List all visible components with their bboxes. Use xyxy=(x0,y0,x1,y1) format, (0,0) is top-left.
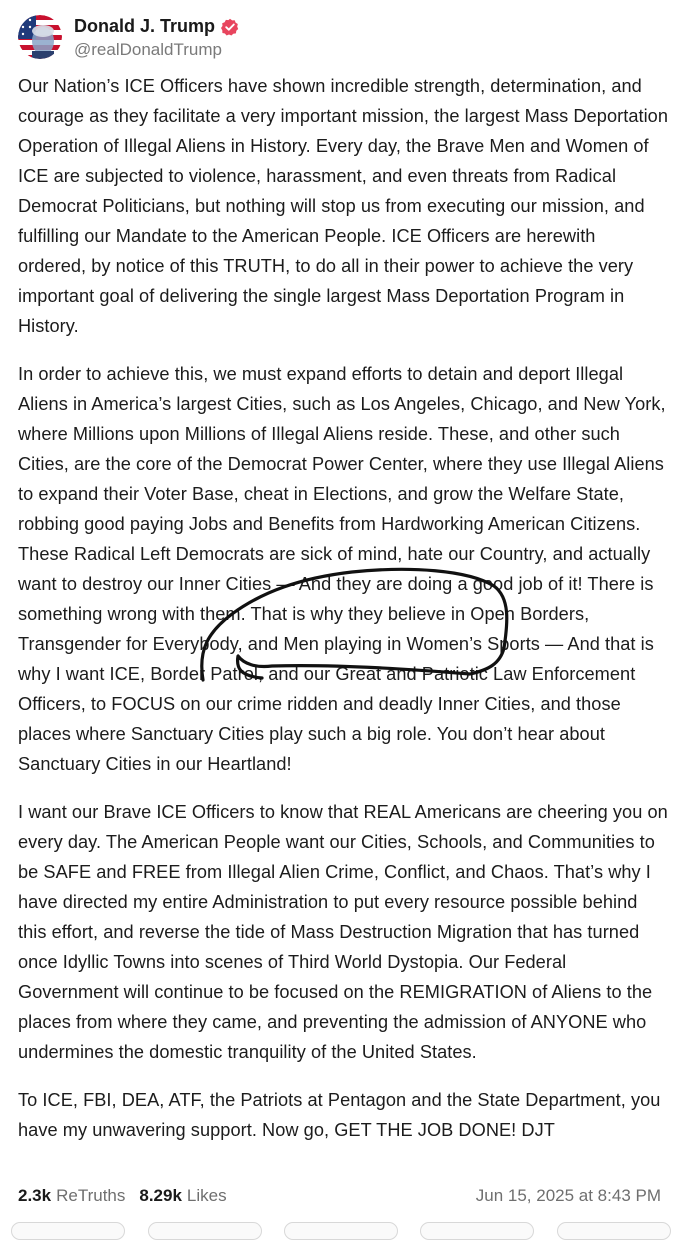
display-name[interactable]: Donald J. Trump xyxy=(74,16,216,36)
more-button[interactable] xyxy=(557,1222,671,1240)
reply-button[interactable] xyxy=(11,1222,125,1240)
likes-count: 8.29k xyxy=(139,1186,182,1205)
post-paragraph: In order to achieve this, we must expand efforts to detain and deport Illegal Aliens in America’s largest Cities, such as Los Angeles, Chicago, and New York, where Millions upon Millions of Illegal Aliens reside. These, and other such Cities, are the core of the Democrat Power Center, where they use Illegal Aliens to expand their Voter Base, cheat in Elections, and grow the Welfare State, robbing good paying Jobs and Benefits from Hardworking American Citizens. These Radical Left Democrats are sick of mind, hate our Country, and actually want to destroy our Inner Cities — And they are doing a good job of it! There is something wrong with them. That is why they believe in Open Borders, Transgender for Everybody, and Men playing in Women’s Sports — And that is why I want ICE, Border Patrol, and our Great and Patriotic Law Enforcement Officers, to FOCUS on our crime ridden and deadly Inner Cities, and those places where Sanctuary Cities play such a big role. You don’t hear about Sanctuary Cities in our Heartland! xyxy=(18,364,666,774)
action-bar xyxy=(0,1220,682,1228)
author-names xyxy=(74,15,239,60)
post-paragraph: Our Nation’s ICE Officers have shown incredible strength, determination, and courage as they facilitate a very important mission, the largest Mass Deportation Operation of Illegal Aliens in History. Every day, the Brave Men and Women of ICE are subjected to violence, harassment, and even threats from Radical Democrat Politicians, but nothing will stop us from executing our mission, and fulfilling our Mandate to the American People. ICE Officers are herewith ordered, by notice of this TRUTH, to do all in their power to achieve the very important goal of delivering the single largest Mass Deportation Program in History. xyxy=(18,76,669,336)
avatar[interactable] xyxy=(18,15,62,59)
author-handle[interactable]: @realDonaldTrump xyxy=(74,39,222,59)
like-button[interactable] xyxy=(284,1222,398,1240)
retruths-count: 2.3k xyxy=(18,1186,52,1205)
post-footer xyxy=(18,1183,661,1209)
verified-badge-icon xyxy=(221,18,239,36)
retruths-label: ReTruths xyxy=(56,1186,126,1205)
retruth-button[interactable] xyxy=(148,1222,262,1240)
retruths-stat[interactable] xyxy=(18,1186,125,1206)
post-timestamp[interactable]: Jun 15, 2025 at 8:43 PM xyxy=(475,1186,661,1205)
post-header xyxy=(18,14,239,60)
post-paragraph: I want our Brave ICE Officers to know that REAL Americans are cheering you on every day. The American People want our Cities, Schools, and Communities to be SAFE and FREE from Illegal Alien Crime, Conflict, and Chaos. That’s why I have directed my entire Administration to put every resource possible behind this effort, and reverse the tide of Mass Destruction Migration that has turned once Idyllic Towns into scenes of Third World Dystopia. Our Federal Government will continue to be focused on the REMIGRATION of Aliens to the places from where they came, and preventing the admission of ANYONE who undermines the domestic tranquility of the United States. xyxy=(18,802,668,1062)
share-button[interactable] xyxy=(420,1222,534,1240)
post-paragraph: To ICE, FBI, DEA, ATF, the Patriots at Pentagon and the State Department, you have my unwavering support. Now go, GET THE JOB DONE! DJT xyxy=(18,1090,661,1140)
post-body xyxy=(18,71,668,1163)
likes-label: Likes xyxy=(186,1186,227,1205)
likes-stat[interactable] xyxy=(139,1186,226,1206)
display-name-row xyxy=(74,15,239,39)
